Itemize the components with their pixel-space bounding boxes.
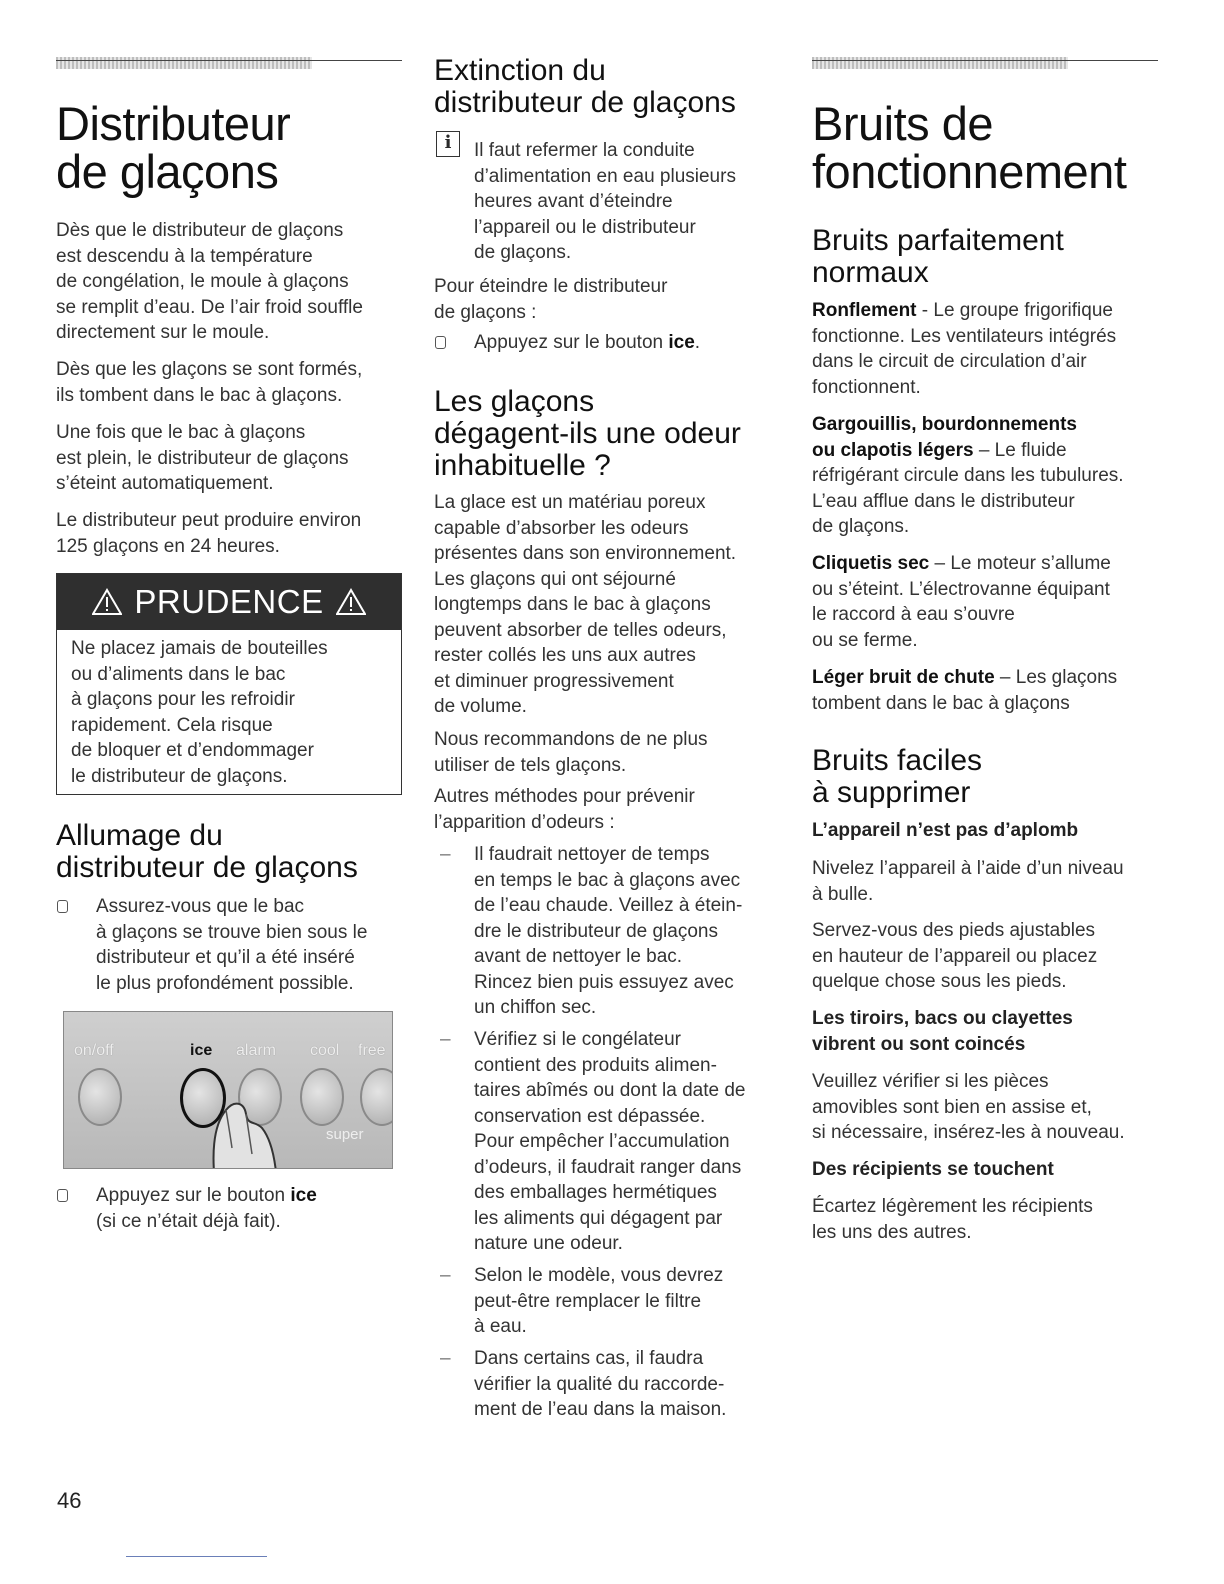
finger-pressing-icon <box>204 1082 284 1169</box>
caution-text: Ne placez jamais de bouteilles ou d’aliments dans le bac à glaçons pour les refroidir rapidement. Cela risque de bloquer et d’endommager le distributeur de glaçons. <box>71 638 328 787</box>
subheading-containers: Des récipients se touchent <box>812 1159 1054 1180</box>
paragraph-drawers: Veuillez vérifier si les pièces amovibles sont bien en assise et, si nécessaire, insérez-les à nouveau. <box>812 1071 1125 1143</box>
panel-label-onoff: on/off <box>74 1042 114 1059</box>
panel-label-cool: cool <box>310 1042 340 1059</box>
heading-normal-noises: Bruits parfaitement normaux <box>812 224 1064 289</box>
heading-odour: Les glaçons dégagent-ils une odeur inhabituelle ? <box>434 385 741 482</box>
warning-triangle-icon <box>336 588 366 616</box>
caution-heading <box>57 574 401 630</box>
section-rule-right <box>812 57 1158 69</box>
note-water-supply: Il faut refermer la conduite d’alimentation en eau plusieurs heures avant d’éteindre l’appareil ou le distributeur de glaçons. <box>474 140 736 263</box>
paragraph-bin-full: Une fois que le bac à glaçons est plein, le distributeur de glaçons s’éteint automatiquement. <box>56 422 349 494</box>
footer-line <box>126 1556 267 1557</box>
panel-button-onoff <box>78 1068 122 1126</box>
subheading-drawers: Les tiroirs, bacs ou clayettes vibrent ou sont coincés <box>812 1008 1073 1055</box>
paragraph-adjust-feet: Servez-vous des pieds ajustables en hauteur de l’appareil ou placez quelque chose sous les pieds. <box>812 920 1098 992</box>
panel-label-alarm: alarm <box>236 1042 277 1059</box>
page-number: 46 <box>57 1488 82 1513</box>
checkbox-bullet-icon <box>57 1189 68 1202</box>
panel-button-free <box>360 1068 393 1126</box>
info-icon: i <box>436 131 460 157</box>
panel-button-cool <box>300 1068 344 1126</box>
entry-gurgling: Gargouillis, bourdonnements ou clapotis légers – Le fluide réfrigérant circule dans les tubulures. L’eau afflue dans le distributeur de glaçons. <box>812 414 1124 537</box>
checkbox-bullet-icon <box>435 336 446 349</box>
paragraph-porous-ice: La glace est un matériau poreux capable d’absorber les odeurs présentes dans son environnement. Les glaçons qui ont séjourné longtemps dans le bac à glaçons peuvent absorber de telles odeurs, rester collés les uns aux autres et diminuer progressivement de volume. <box>434 492 737 717</box>
title-operating-noises: Bruits de fonctionnement <box>812 97 1127 198</box>
paragraph-level: Nivelez l’appareil à l’aide d’un niveau à bulle. <box>812 858 1124 905</box>
paragraph-containers: Écartez légèrement les récipients les uns des autres. <box>812 1196 1093 1243</box>
panel-label-ice: ice <box>190 1042 213 1059</box>
entry-falling: Léger bruit de chute – Les glaçons tombent dans le bac à glaçons <box>812 667 1118 714</box>
entry-clicking: Cliquetis sec – Le moteur s’allume ou s’éteint. L’électrovanne équipant le raccord à eau s’ouvre ou se ferme. <box>812 553 1111 651</box>
paragraph-recommendation: Nous recommandons de ne plus utiliser de tels glaçons. <box>434 729 708 776</box>
entry-humming: Ronflement - Le groupe frigorifique fonctionne. Les ventilateurs intégrés dans le circuit de circulation d’air fonctionnent. <box>812 300 1117 398</box>
section-rule-left <box>56 57 402 69</box>
paragraph-dispenser-cooling: Dès que le distributeur de glaçons est descendu à la température de congélation, le moule à glaçons se remplit d’eau. De l’air froid souffle directement sur le moule. <box>56 220 363 343</box>
caution-box <box>56 573 402 795</box>
panel-label-free: free <box>358 1042 386 1059</box>
heading-easy-noises: Bruits faciles à supprimer <box>812 744 983 809</box>
paragraph-switch-off-intro: Pour éteindre le distributeur de glaçons : <box>434 276 668 323</box>
warning-triangle-icon <box>92 588 122 616</box>
paragraph-other-methods: Autres méthodes pour prévenir l’apparition d’odeurs : <box>434 786 695 833</box>
subheading-not-level: L’appareil n’est pas d’aplomb <box>812 820 1079 841</box>
caution-label: PRUDENCE <box>134 583 324 620</box>
heading-switch-off: Extinction du distributeur de glaçons <box>434 54 736 119</box>
panel-label-super: super <box>326 1126 364 1143</box>
control-panel-illustration <box>63 1011 393 1169</box>
paragraph-cubes-formed: Dès que les glaçons se sont formés, ils tombent dans le bac à glaçons. <box>56 359 363 406</box>
title-ice-dispenser: Distributeur de glaçons <box>56 97 291 198</box>
checkbox-bullet-icon <box>57 900 68 913</box>
paragraph-production: Le distributeur peut produire environ 125 glaçons en 24 heures. <box>56 510 362 557</box>
heading-switch-on: Allumage du distributeur de glaçons <box>56 819 358 884</box>
